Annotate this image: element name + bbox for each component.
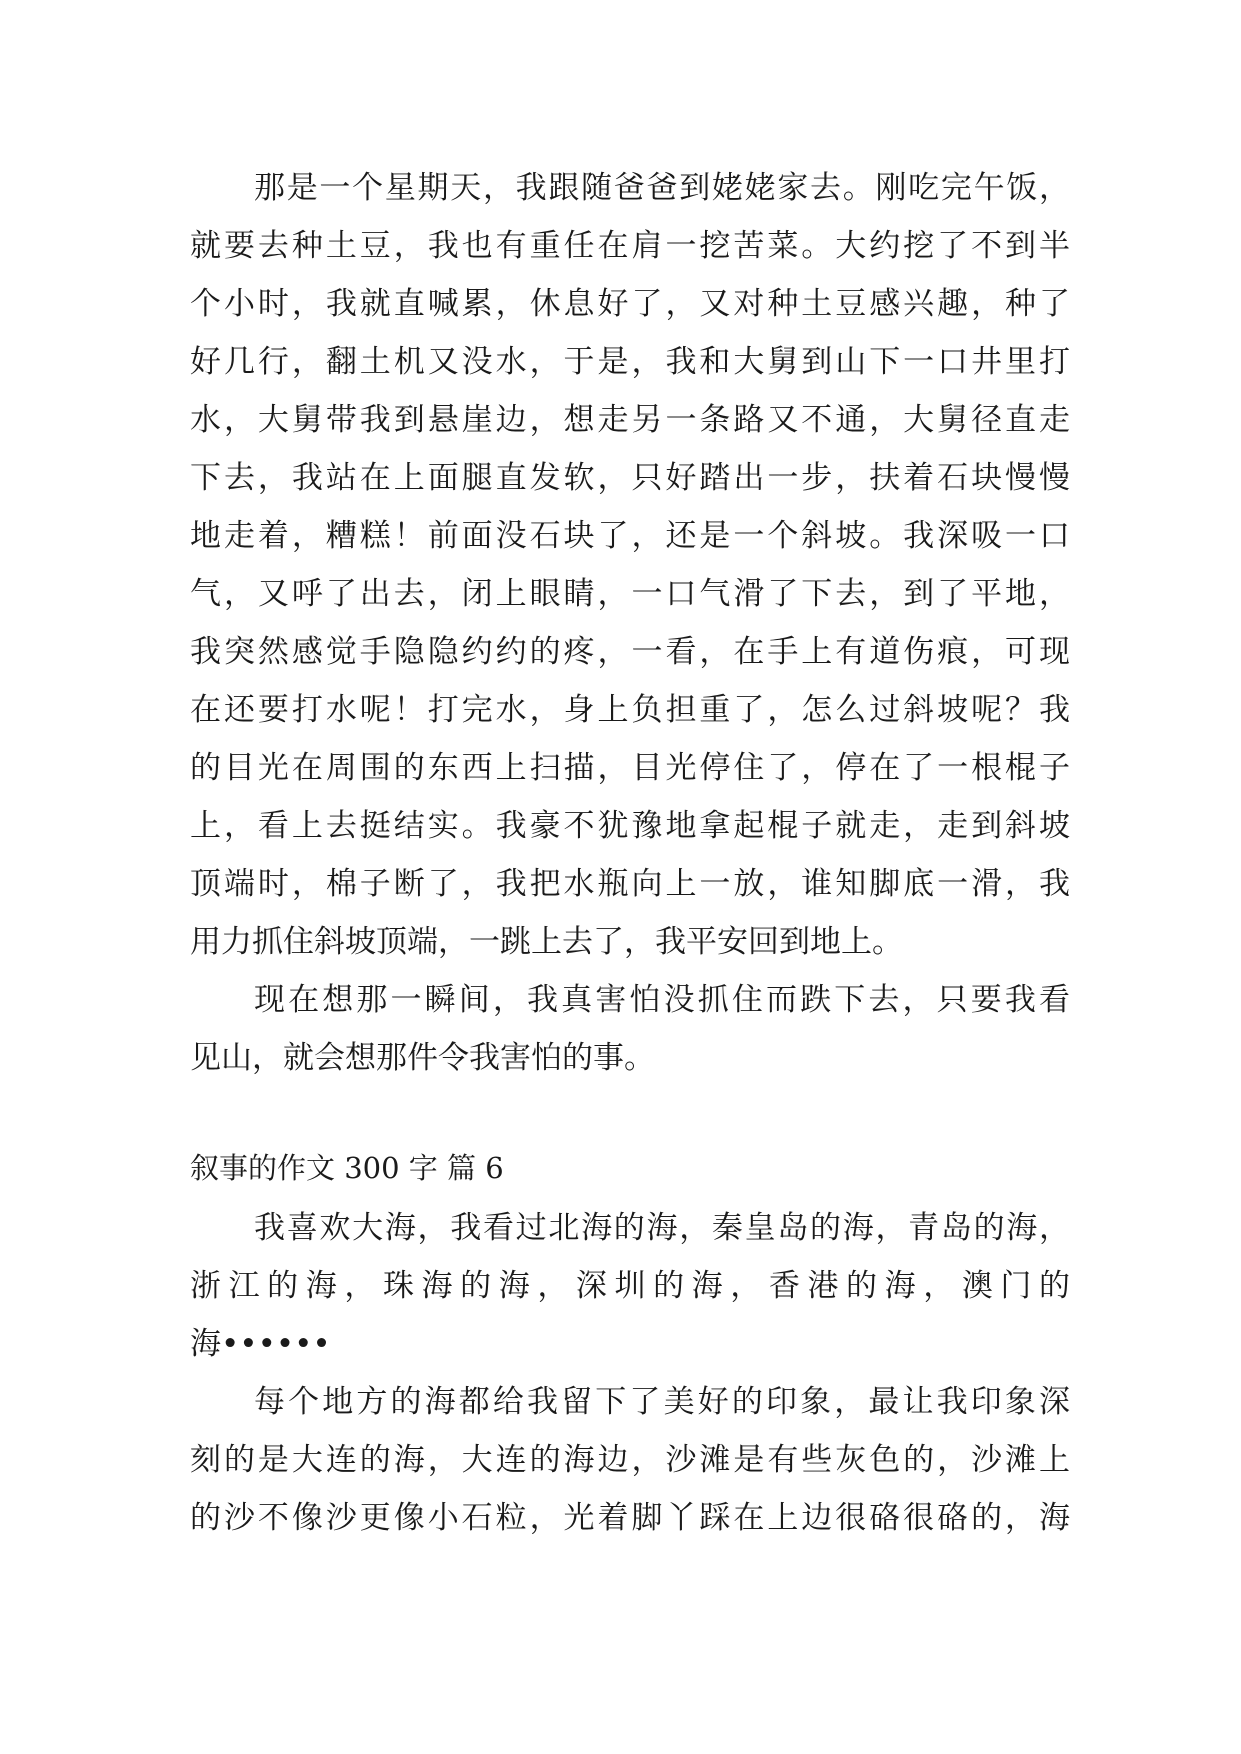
section-heading: 叙事的作文 300 字 篇 6 [190, 1151, 504, 1185]
paragraph-line: 气，又呼了出去，闭上眼睛，一口气滑了下去，到了平地， [190, 576, 1070, 612]
paragraph-line: 刻的是大连的海，大连的海边，沙滩是有些灰色的，沙滩上 [190, 1442, 1070, 1478]
paragraph-line: 个小时，我就直喊累，休息好了，又对种土豆感兴趣，种了 [190, 286, 1070, 322]
paragraph-line: 见山，就会想那件令我害怕的事。 [190, 1040, 655, 1076]
paragraph-line: 水，大舅带我到悬崖边，想走另一条路又不通，大舅径直走 [190, 402, 1070, 438]
paragraph-line: 现在想那一瞬间，我真害怕没抓住而跌下去，只要我看 [254, 982, 1070, 1018]
paragraph-line: 地走着，糟糕！前面没石块了，还是一个斜坡。我深吸一口 [190, 518, 1070, 554]
paragraph-line: 就要去种土豆，我也有重任在肩一挖苦菜。大约挖了不到半 [190, 228, 1070, 264]
paragraph-line: 下去，我站在上面腿直发软，只好踏出一步，扶着石块慢慢 [190, 460, 1070, 496]
paragraph-line: 在还要打水呢！打完水，身上负担重了，怎么过斜坡呢？我 [190, 692, 1070, 728]
paragraph-line: 顶端时，棉子断了，我把水瓶向上一放，谁知脚底一滑，我 [190, 866, 1070, 902]
paragraph-line: 的沙不像沙更像小石粒，光着脚丫踩在上边很硌很硌的，海 [190, 1500, 1070, 1536]
paragraph-line: 浙江的海，珠海的海，深圳的海，香港的海，澳门的 [190, 1268, 1070, 1304]
paragraph-line: 每个地方的海都给我留下了美好的印象，最让我印象深 [254, 1384, 1070, 1420]
paragraph-line: 海•••••• [190, 1326, 331, 1362]
paragraph-line: 上，看上去挺结实。我豪不犹豫地拿起棍子就走，走到斜坡 [190, 808, 1070, 844]
paragraph-line: 我喜欢大海，我看过北海的海，秦皇岛的海，青岛的海， [254, 1210, 1070, 1246]
paragraph-line: 的目光在周围的东西上扫描，目光停住了，停在了一根棍子 [190, 750, 1070, 786]
paragraph-line: 好几行，翻土机又没水，于是，我和大舅到山下一口井里打 [190, 344, 1070, 380]
paragraph-line: 我突然感觉手隐隐约约的疼，一看，在手上有道伤痕，可现 [190, 634, 1070, 670]
paragraph-line: 用力抓住斜坡顶端，一跳上去了，我平安回到地上。 [190, 924, 903, 960]
paragraph-line: 那是一个星期天，我跟随爸爸到姥姥家去。刚吃完午饭， [254, 170, 1070, 206]
